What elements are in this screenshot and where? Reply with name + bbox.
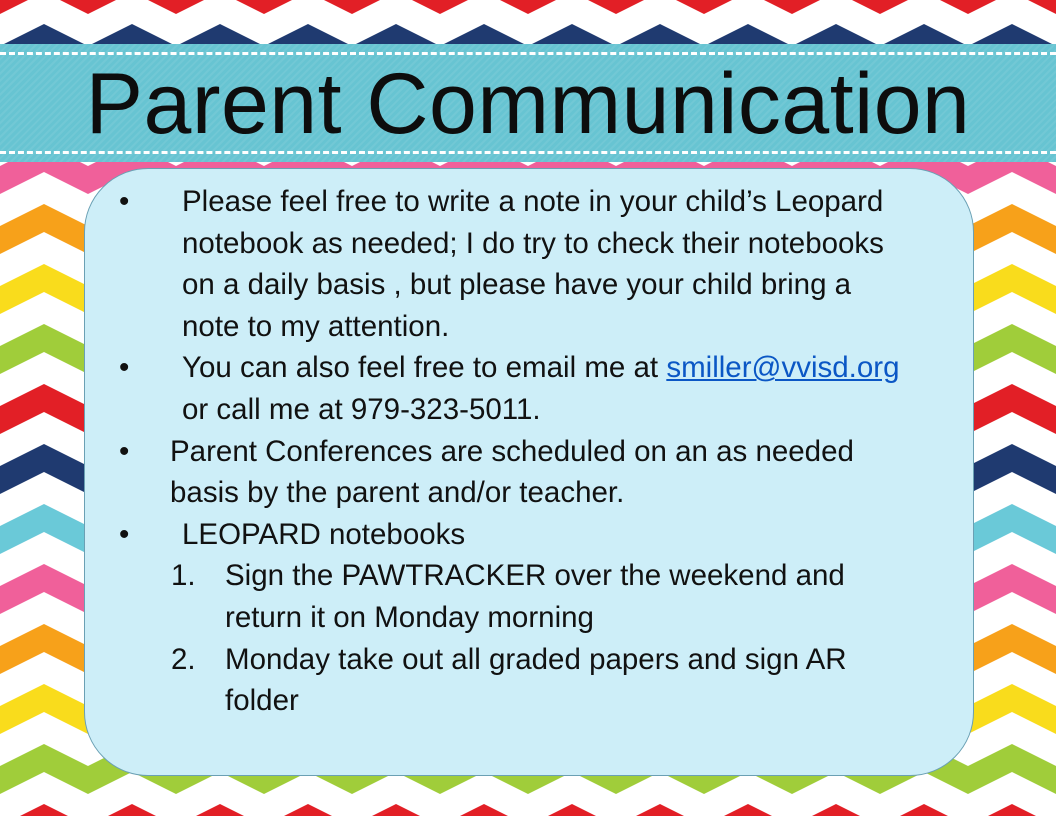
- list-item-text: Parent Conferences are scheduled on an as needed basis by the parent and/or teacher.: [170, 434, 854, 510]
- numbered-item-text: Monday take out all graded papers and sign AR folder: [225, 642, 847, 718]
- email-prefix-text: You can also feel free to email me at: [182, 351, 667, 385]
- phone-text: or call me at 979-323-5011.: [182, 392, 541, 426]
- bullet-marker: •: [119, 185, 130, 218]
- bullet-marker: •: [119, 517, 130, 551]
- bullet-marker: •: [119, 434, 130, 468]
- list-item-note: [115, 181, 915, 347]
- list-item-text: [115, 347, 915, 430]
- numbered-item-pawtracker: [115, 555, 915, 638]
- list-item-text: LEOPARD notebooks: [182, 517, 466, 551]
- list-item-leopard-notebooks: [115, 514, 915, 556]
- bullet-marker: •: [119, 351, 130, 385]
- numbered-item-graded-papers: [115, 639, 915, 722]
- content-list: [115, 181, 915, 722]
- number-marker: 2.: [171, 642, 196, 676]
- chevron-stripe: [0, 0, 1056, 14]
- numbered-item-text: Sign the PAWTRACKER over the weekend and return it on Monday morning: [225, 559, 845, 634]
- page-title: Parent Communication: [85, 56, 971, 152]
- list-item-text: Please feel free to write a note in your child’s Leopard notebook as needed; I do try to check their notebooks on a daily basis , but please have your child bring a note to my attention.: [182, 185, 884, 343]
- chevron-stripe: [0, 804, 1056, 816]
- email-link[interactable]: smiller@vvisd.org: [666, 351, 900, 385]
- list-item-conferences: [115, 431, 915, 514]
- number-marker: 1.: [171, 559, 196, 593]
- list-item-email: [115, 347, 915, 430]
